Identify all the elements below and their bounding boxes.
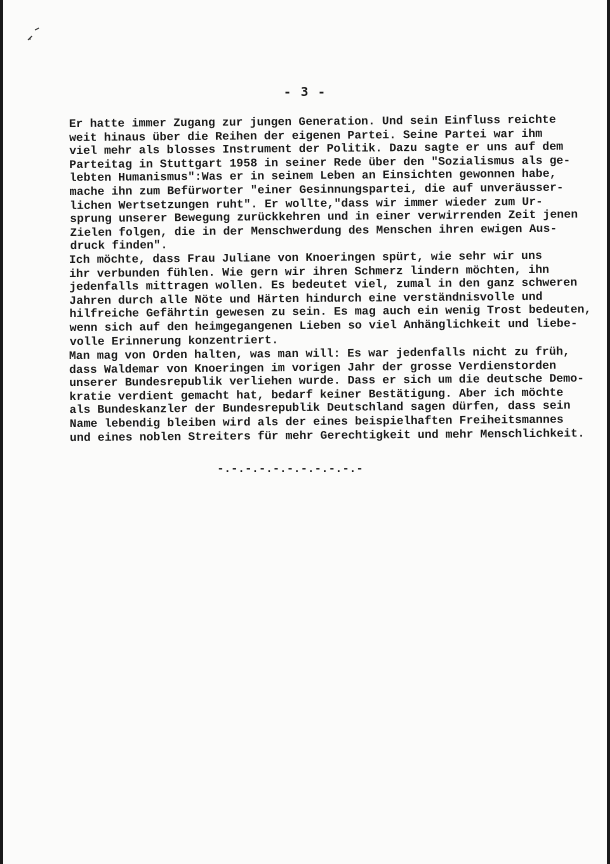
text-line: viel mehr als blosses Instrument der Politik. Dazu sagte er uns auf dem xyxy=(69,140,564,159)
paragraph-2 xyxy=(69,249,592,350)
text-line: lichen Wertsetzungen ruht". Er wollte,"dass wir immer wieder zum Ur- xyxy=(69,195,543,213)
text-line: dass Waldemar von Knoeringen im vorigen Jahr der grosse Verdienstorden xyxy=(69,359,557,377)
text-line: volle Erinnerung konzentriert. xyxy=(69,333,279,349)
text-line: druck finden". xyxy=(70,239,168,254)
text-line: lebten Humanismus":Was er in seinem Leben an Einsichten gewonnen habe, xyxy=(69,168,557,186)
closing-divider: -.-.-.-.-.-.-.-.-.-.- xyxy=(217,463,364,476)
paragraph-3 xyxy=(69,345,585,446)
text-line: unserer Bundesrepublik verliehen wurde. Dass er sich um die deutsche Demo- xyxy=(69,372,585,391)
text-line: Parteitag in Stuttgart 1958 in seiner Rede über den "Sozialismus als ge- xyxy=(69,154,571,172)
text-line: jedenfalls mittragen wollen. Es bedeutet viel, zumal in den ganz schweren xyxy=(69,276,578,295)
text-line: als Bundeskanzler der Bundesrepublik Deutschland sagen dürfen, dass sein xyxy=(69,400,571,418)
text-line: hilfreiche Gefährtin gewesen zu sein. Es mag auch ein wenig Trost bedeuten, xyxy=(69,303,592,322)
text-line: weit hinaus über die Reihen der eigenen Partei. Seine Partei war ihm xyxy=(69,127,543,145)
text-line: wenn sich auf den heimgegangenen Lieben so viel Anhänglichkeit und liebe- xyxy=(69,317,578,335)
scan-artifact-mark xyxy=(25,26,43,44)
text-line: Man mag von Orden halten, was man will: Es war jedenfalls nicht zu früh, xyxy=(69,345,571,363)
text-line: ihr verbunden fühlen. Wie gern wir ihren Schmerz lindern möchten, ihn xyxy=(69,263,550,281)
text-line: Ich möchte, dass Frau Juliane von Knoeringen spürt, wie sehr wir uns xyxy=(69,249,543,267)
paragraph-1 xyxy=(69,113,578,254)
text-line: sprung unserer Bewegung zurückkehren und in einer verwirrenden Zeit jenen xyxy=(69,208,578,227)
text-line: Jahren durch alle Nöte und Härten hindurch eine verständnisvolle und xyxy=(69,290,543,308)
text-line: Er hatte immer Zugang zur jungen Generation. Und sein Einfluss reichte xyxy=(69,113,557,131)
page-number: - 3 - xyxy=(283,84,327,99)
text-line: Zielen folgen, die in der Menschwerdung des Menschen ihren ewigen Aus- xyxy=(69,222,558,240)
text-line: kratie verdient gemacht hat, bedarf keiner Bestätigung. Aber ich möchte xyxy=(69,386,564,404)
text-line: Name lebendig bleiben wird als der eines beispielhaften Freiheitsmannes xyxy=(69,413,564,431)
text-line: und eines noblen Streiters für mehr Gerechtigkeit und mehr Menschlichkeit. xyxy=(69,427,585,445)
text-line: mache ihn zum Befürworter "einer Gesinnungspartei, die auf unveräusser- xyxy=(69,181,564,199)
